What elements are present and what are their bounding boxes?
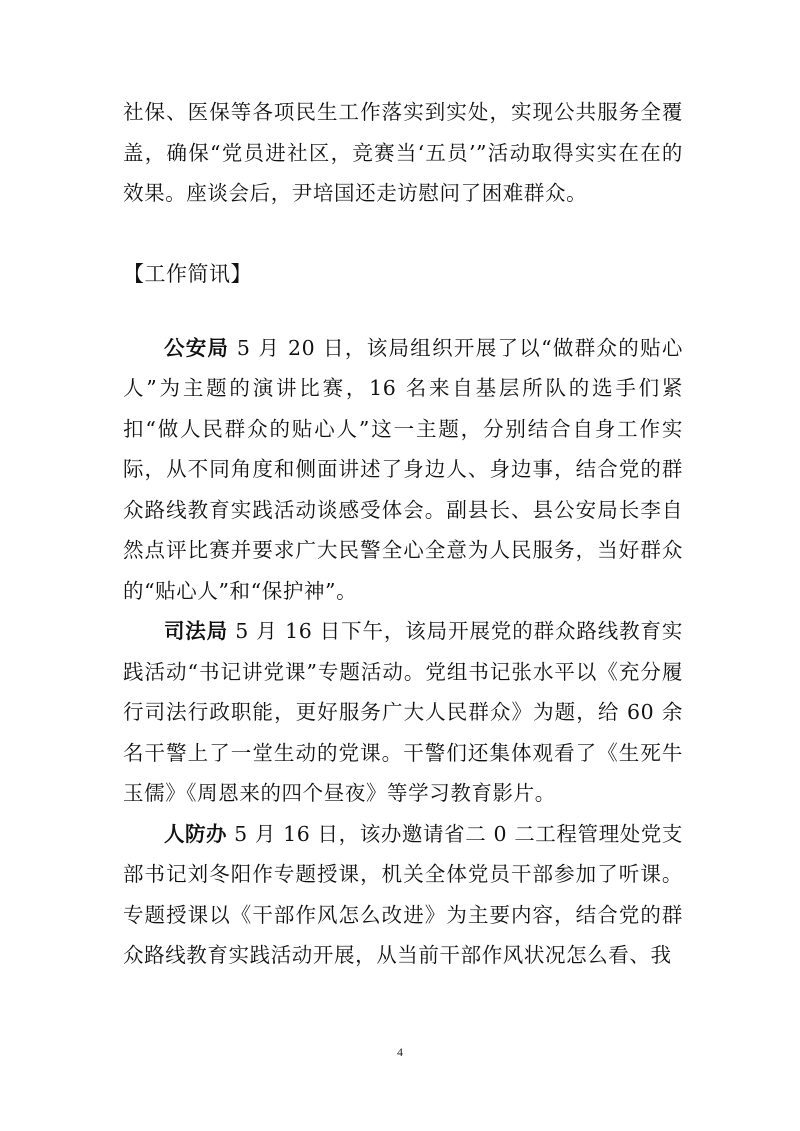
intro-paragraph: 社保、医保等各项民生工作落实到实处，实现公共服务全覆盖，确保“党员进社区，竞赛当‘五员’”活动取得实实在在的效果。座谈会后，尹培国还走访慰问了困难群众。 — [123, 100, 683, 205]
page-number: 4 — [397, 1045, 403, 1059]
section-title: 【工作简讯】 — [123, 261, 252, 286]
news-item-lead: 公安局 — [164, 335, 230, 360]
news-item-police — [123, 328, 683, 612]
news-item-lead: 司法局 — [164, 619, 228, 643]
news-item-body: 5 月 16 日，该办邀请省二 0 二工程管理处党支部书记刘冬阳作专题授课，机关全体党员干部参加了听课。专题授课以《干部作风怎么改进》为主要内容，结合党的群众路线教育实践活动开展，从当前干部作风状况怎么看、我 — [123, 821, 684, 967]
news-item-justice — [123, 611, 683, 814]
document-page — [123, 92, 683, 976]
news-item-body: 5 月 16 日下午，该局开展党的群众路线教育实践活动“书记讲党课”专题活动。党组书记张水平以《充分履行司法行政职能，更好服务广大人民群众》为题，给 60 余名干警上了一堂生动的党课。干警们还集体观看了《生死牛玉儒》《周恩来的四个昼夜》等学习教育影片。 — [123, 619, 683, 805]
news-item-civil-defense — [123, 814, 683, 976]
spacer — [123, 294, 683, 328]
spacer — [123, 214, 683, 254]
news-item-body: 5 月 20 日，该局组织开展了以“做群众的贴心人”为主题的演讲比赛，16 名来自基层所队的选手们紧扣“做人民群众的贴心人”这一主题，分别结合自身工作实际，从不同角度和侧面讲述了身边人、身边事，结合党的群众路线教育实践活动谈感受体会。副县长、县公安局长李自然点评比赛并要求广大民警全心全意为人民服务，当好群众的“贴心人”和“保护神”。 — [123, 335, 683, 603]
news-item-lead: 人防办 — [164, 821, 228, 846]
